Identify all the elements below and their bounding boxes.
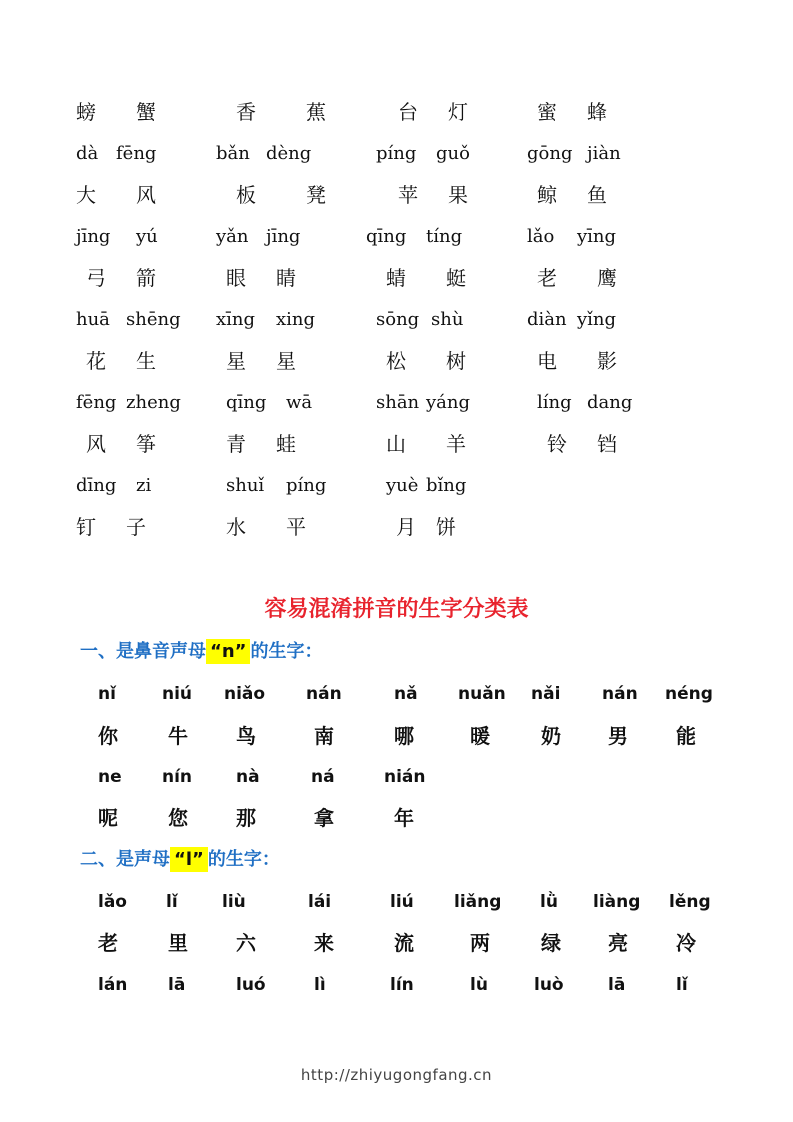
hanzi-cell: 箭 (136, 266, 156, 290)
pinyin-cell: fēng (76, 392, 117, 413)
pinyin-cell: lù (470, 975, 488, 995)
pinyin-cell: nǎ (394, 684, 418, 704)
hanzi-cell: 老 (537, 266, 557, 290)
hanzi-cell: 月 (396, 515, 416, 539)
hanzi-cell: 冷 (676, 931, 696, 955)
pinyin-cell: shēng (126, 309, 181, 330)
hanzi-cell: 香 (236, 100, 256, 124)
hanzi-cell: 灯 (448, 100, 468, 124)
pinyin-cell: nán (306, 684, 342, 704)
pinyin-cell: yú (136, 226, 158, 247)
pinyin-cell: luó (236, 975, 266, 995)
pinyin-cell: gōng (527, 143, 573, 164)
pinyin-cell: yuè (386, 475, 419, 496)
pinyin-cell: néng (665, 684, 713, 704)
pinyin-cell: liǎng (454, 892, 502, 912)
hanzi-cell: 睛 (276, 266, 296, 290)
vocab-row-6 (0, 343, 793, 379)
hanzi-cell: 鹰 (597, 266, 617, 290)
section2-heading (80, 842, 280, 878)
section2-heading-suffix: 的生字： (207, 849, 280, 870)
pinyin-cell: lā (608, 975, 626, 995)
hanzi-cell: 眼 (226, 266, 246, 290)
pinyin-cell: lín (390, 975, 414, 995)
pinyin-cell: nián (384, 767, 426, 787)
hanzi-cell: 风 (136, 183, 156, 207)
pinyin-cell: lěng (669, 892, 711, 912)
pinyin-cell: píng (286, 475, 327, 496)
section1-row-0 (0, 676, 793, 712)
hanzi-cell: 蕉 (306, 100, 326, 124)
hanzi-cell: 铃 (547, 432, 567, 456)
section1-heading-prefix: 一、是鼻音声母 (80, 641, 206, 662)
pinyin-cell: xing (276, 309, 316, 330)
vocab-row-10 (0, 509, 793, 545)
hanzi-cell: 南 (314, 724, 334, 748)
hanzi-cell: 羊 (446, 432, 466, 456)
pinyin-cell: yáng (426, 392, 471, 413)
pinyin-cell: fēng (116, 143, 157, 164)
pinyin-cell: niú (162, 684, 193, 704)
hanzi-cell: 亮 (608, 931, 628, 955)
pinyin-cell: niǎo (224, 684, 266, 704)
vocab-row-4 (0, 260, 793, 296)
pinyin-cell: diàn (527, 309, 567, 330)
hanzi-cell: 绿 (541, 931, 561, 955)
hanzi-cell: 弓 (86, 266, 106, 290)
hanzi-cell: 果 (448, 183, 468, 207)
pinyin-cell: ne (98, 767, 122, 787)
pinyin-cell: xīng (216, 309, 256, 330)
hanzi-cell: 鸟 (236, 724, 256, 748)
hanzi-cell: 苹 (398, 183, 418, 207)
hanzi-cell: 来 (314, 931, 334, 955)
hanzi-cell: 你 (98, 724, 118, 748)
section2-row-1 (0, 925, 793, 961)
hanzi-cell: 奶 (541, 724, 561, 748)
pinyin-cell: líng (537, 392, 572, 413)
pinyin-cell: liàng (593, 892, 641, 912)
pinyin-cell: ná (311, 767, 335, 787)
pinyin-cell: zi (136, 475, 152, 496)
pinyin-cell: bǐng (426, 475, 467, 496)
section2-highlight: “l” (170, 847, 208, 872)
hanzi-cell: 流 (394, 931, 414, 955)
pinyin-cell: nín (162, 767, 193, 787)
pinyin-cell: bǎn (216, 143, 250, 164)
hanzi-cell: 老 (98, 931, 118, 955)
pinyin-cell: shù (431, 309, 464, 330)
pinyin-cell: yǐng (577, 309, 617, 330)
hanzi-cell: 板 (236, 183, 256, 207)
pinyin-cell: liù (222, 892, 246, 912)
vocab-row-9 (0, 468, 793, 504)
hanzi-cell: 鱼 (587, 183, 607, 207)
pinyin-cell: jīng (76, 226, 111, 247)
hanzi-cell: 蜂 (587, 100, 607, 124)
hanzi-cell: 男 (608, 724, 628, 748)
hanzi-cell: 两 (470, 931, 490, 955)
hanzi-cell: 电 (537, 349, 557, 373)
section-title: 容易混淆拼音的生字分类表 (264, 597, 529, 622)
hanzi-cell: 铛 (597, 432, 617, 456)
hanzi-cell: 花 (86, 349, 106, 373)
hanzi-cell: 蛙 (276, 432, 296, 456)
pinyin-cell: nán (602, 684, 638, 704)
pinyin-cell: jiàn (587, 143, 621, 164)
hanzi-cell: 呢 (98, 806, 118, 830)
pinyin-cell: lǐ (166, 892, 178, 912)
section2-row-2 (0, 967, 793, 1003)
section1-highlight: “n” (206, 639, 250, 664)
hanzi-cell: 松 (386, 349, 406, 373)
hanzi-cell: 山 (386, 432, 406, 456)
pinyin-cell: nuǎn (458, 684, 506, 704)
vocab-row-5 (0, 302, 793, 338)
pinyin-cell: shuǐ (226, 475, 265, 496)
hanzi-cell: 您 (168, 806, 188, 830)
hanzi-cell: 青 (226, 432, 246, 456)
pinyin-cell: dīng (76, 475, 117, 496)
pinyin-cell: sōng (376, 309, 420, 330)
hanzi-cell: 鲸 (537, 183, 557, 207)
pinyin-cell: dèng (266, 143, 312, 164)
vocab-row-2 (0, 177, 793, 213)
hanzi-cell: 影 (597, 349, 617, 373)
vocab-row-8 (0, 426, 793, 462)
pinyin-cell: nà (236, 767, 260, 787)
pinyin-cell: dang (587, 392, 633, 413)
pinyin-cell: tíng (426, 226, 463, 247)
vocab-row-0 (0, 94, 793, 130)
hanzi-cell: 那 (236, 806, 256, 830)
hanzi-cell: 蜻 (386, 266, 406, 290)
hanzi-cell: 拿 (314, 806, 334, 830)
pinyin-cell: qīng (366, 226, 407, 247)
hanzi-cell: 树 (446, 349, 466, 373)
section1-row-1 (0, 718, 793, 754)
pinyin-cell: yǎn (216, 226, 249, 247)
pinyin-cell: yīng (577, 226, 617, 247)
pinyin-cell: lán (98, 975, 128, 995)
section2-heading-prefix: 二、是声母 (80, 849, 170, 870)
hanzi-cell: 生 (136, 349, 156, 373)
pinyin-cell: píng (376, 143, 417, 164)
pinyin-cell: lì (314, 975, 326, 995)
pinyin-cell: lǎo (98, 892, 127, 912)
hanzi-cell: 牛 (168, 724, 188, 748)
hanzi-cell: 筝 (136, 432, 156, 456)
hanzi-cell: 螃 (76, 100, 96, 124)
hanzi-cell: 大 (76, 183, 96, 207)
pinyin-cell: dà (76, 143, 99, 164)
hanzi-cell: 蟹 (136, 100, 156, 124)
pinyin-cell: lái (308, 892, 332, 912)
section2-row-0 (0, 884, 793, 920)
hanzi-cell: 平 (286, 515, 306, 539)
footer-url: http://zhiyugongfang.cn (300, 1066, 493, 1084)
pinyin-cell: huā (76, 309, 110, 330)
pinyin-cell: lǜ (540, 892, 558, 912)
hanzi-cell: 星 (226, 349, 246, 373)
pinyin-cell: nǐ (98, 684, 116, 704)
pinyin-cell: qīng (226, 392, 267, 413)
hanzi-cell: 暖 (470, 724, 490, 748)
hanzi-cell: 子 (126, 515, 146, 539)
hanzi-cell: 哪 (394, 724, 414, 748)
hanzi-cell: 台 (398, 100, 418, 124)
pinyin-cell: zheng (126, 392, 181, 413)
hanzi-cell: 凳 (306, 183, 326, 207)
pinyin-cell: guǒ (436, 143, 470, 164)
pinyin-cell: liú (390, 892, 414, 912)
pinyin-cell: lā (168, 975, 186, 995)
vocab-row-1 (0, 136, 793, 172)
section1-row-2 (0, 759, 793, 795)
hanzi-cell: 六 (236, 931, 256, 955)
hanzi-cell: 水 (226, 515, 246, 539)
section1-heading (80, 634, 322, 670)
hanzi-cell: 饼 (436, 515, 456, 539)
pinyin-cell: shān (376, 392, 420, 413)
pinyin-cell: jīng (266, 226, 301, 247)
pinyin-cell: lǎo (527, 226, 555, 247)
pinyin-cell: nǎi (531, 684, 561, 704)
pinyin-cell: lǐ (676, 975, 688, 995)
pinyin-cell: wā (286, 392, 313, 413)
section1-row-3 (0, 800, 793, 836)
hanzi-cell: 蜜 (537, 100, 557, 124)
hanzi-cell: 蜓 (446, 266, 466, 290)
vocab-row-3 (0, 219, 793, 255)
hanzi-cell: 钉 (76, 515, 96, 539)
vocab-row-7 (0, 385, 793, 421)
pinyin-cell: luò (534, 975, 564, 995)
hanzi-cell: 里 (168, 931, 188, 955)
hanzi-cell: 星 (276, 349, 296, 373)
hanzi-cell: 风 (86, 432, 106, 456)
hanzi-cell: 年 (394, 806, 414, 830)
section1-heading-suffix: 的生字： (250, 641, 323, 662)
hanzi-cell: 能 (676, 724, 696, 748)
